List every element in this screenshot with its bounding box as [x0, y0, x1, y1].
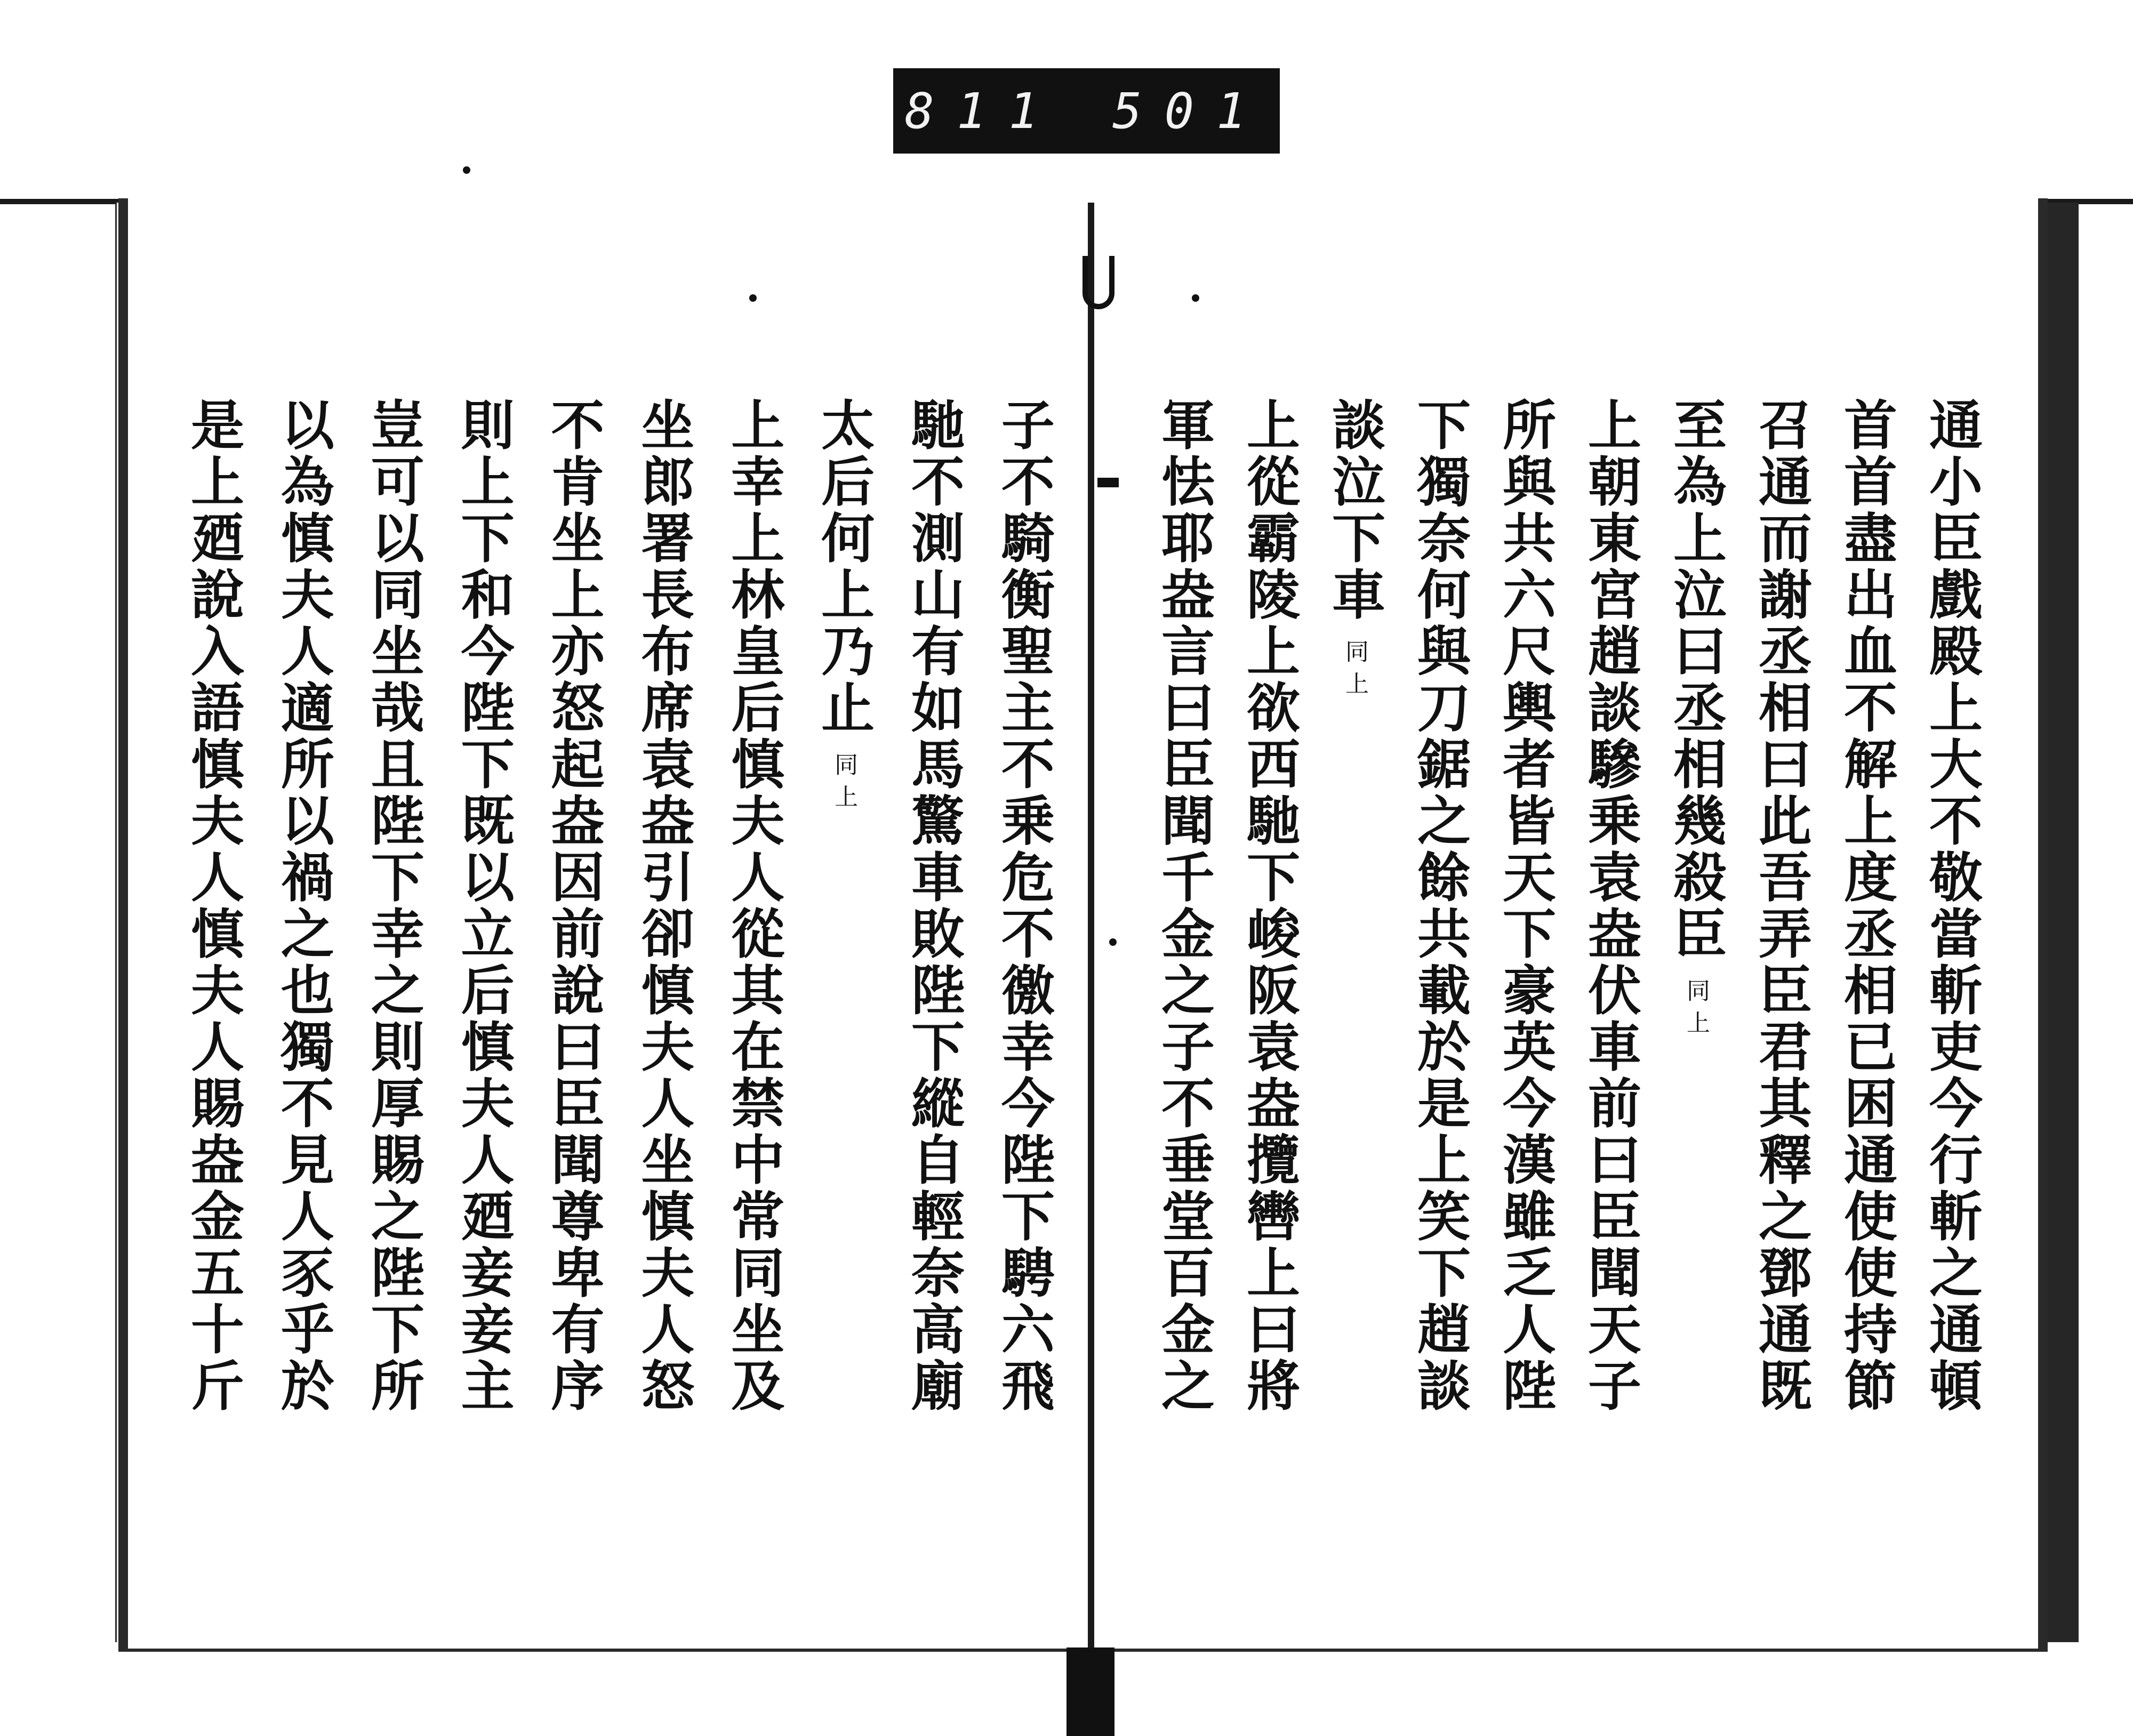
left-page-text: [181, 397, 1056, 1592]
text-column: 至為上泣曰丞相幾殺臣同上: [1664, 397, 1727, 1042]
source-note: 同上: [830, 752, 858, 816]
text-column: 豈可以同坐哉且陛下幸之則厚賜之陛下所: [362, 397, 425, 1414]
text-column: 所與共六尺輿者皆天下豪英今漢雖乏人陛: [1494, 397, 1557, 1414]
source-note: 同上: [1341, 639, 1368, 703]
gutter-mark: [1097, 478, 1119, 487]
dust-speck: [749, 294, 757, 302]
dust-speck: [1192, 294, 1199, 302]
dust-speck: [1109, 938, 1117, 946]
binding-thread: [1082, 256, 1114, 309]
dust-speck: [463, 166, 470, 174]
text-column: 召通而謝丞相曰此吾弄臣君其釋之鄧通既: [1750, 397, 1813, 1414]
text-column: 則上下和今陛下既以立后慎夫人廼妾妾主: [452, 397, 515, 1414]
gutter-shadow: [1066, 1647, 1114, 1736]
book-gutter: [1088, 203, 1094, 1653]
text-column: 上朝東宮趙談驂乗袁盎伏車前曰臣聞天子: [1579, 397, 1642, 1414]
text-column: 不肯坐上亦怒起盎因前說曰臣聞尊卑有序: [542, 397, 605, 1414]
right-page-edges: [2047, 203, 2079, 1642]
right-page-text: [1152, 397, 1984, 1592]
text-column: 上從霸陵上欲西馳下峻阪袁盎攬轡上曰將: [1238, 397, 1301, 1414]
text-column: 坐郎署長布席袁盎引卻慎夫人坐慎夫人怒: [632, 397, 695, 1414]
text-column: 軍怯耶盎言曰臣聞千金之子不垂堂百金之: [1152, 397, 1215, 1414]
text-column: 下獨奈何與刀鋸之餘共載於是上笑下趙談: [1408, 397, 1471, 1414]
source-note: 同上: [1682, 978, 1710, 1042]
catalog-number: 811 501: [904, 82, 1269, 140]
text-column: 子不騎衡聖主不乗危不徼幸今陛下騁六飛: [992, 397, 1055, 1414]
text-column: 談泣下車同上: [1323, 397, 1386, 703]
text-column: 通小臣戲殿上大不敬當斬吏今行斬之通頓: [1920, 397, 1983, 1414]
text-column: 以為慎夫人適所以禍之也獨不見人豕乎於: [271, 397, 335, 1414]
text-column: 首首盡出血不解上度丞相已困通使使持節: [1835, 397, 1898, 1414]
catalog-label: [893, 68, 1280, 154]
text-column: 馳不測山有如馬驚車敗陛下縱自輕奈高廟: [902, 397, 965, 1414]
text-column: 上幸上林皇后慎夫人從其在禁中常同坐及: [722, 397, 785, 1414]
text-column: 是上廼說入語慎夫人慎夫人賜盎金五十斤: [182, 397, 245, 1414]
text-column: 太后何上乃止同上: [812, 397, 876, 816]
